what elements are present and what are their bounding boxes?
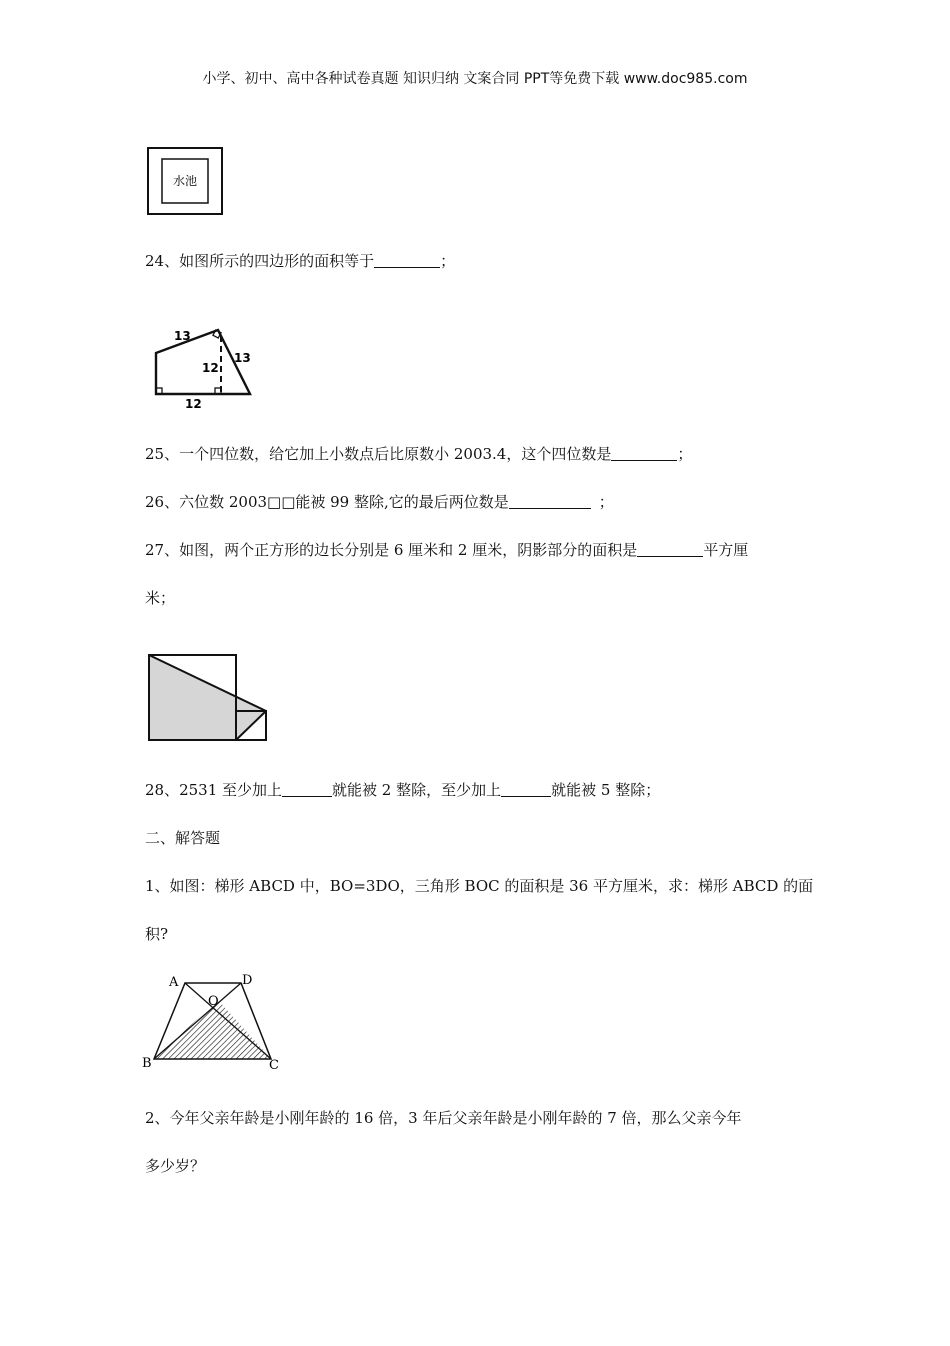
- question-27-line-1: [145, 539, 748, 560]
- question-28-part-2: 就能被 2 整除，至少加上: [332, 781, 502, 799]
- question-26-blank[interactable]: [509, 494, 591, 509]
- question-28-part-1: 28、2531 至少加上: [145, 781, 283, 799]
- problem-2-line-1: 2、今年父亲年龄是小刚年龄的 16 倍，3 年后父亲年龄是小刚年龄的 7 倍，那么父亲今年: [145, 1109, 742, 1127]
- question-24-text: 24、如图所示的四边形的面积等于: [145, 252, 375, 270]
- question-25-tail: ；: [677, 445, 693, 463]
- problem-1-line-2: 积?: [145, 925, 169, 943]
- problem-1-line-1: 1、如图：梯形 ABCD 中，BO=3DO，三角形 BOC 的面积是 36 平方厘米，求：梯形 ABCD 的面: [145, 877, 814, 895]
- problem-2-line-2: 多少岁？: [145, 1157, 206, 1175]
- page-header: 小学、初中、高中各种试卷真题 知识归纳 文案合同 PPT等免费下载 www.doc985.com: [202, 71, 748, 87]
- label-top-side: 13: [174, 329, 191, 343]
- question-25-text: 25、一个四位数，给它加上小数点后比原数小 2003.4，这个四位数是: [145, 445, 612, 463]
- pool-label: 水池: [172, 174, 198, 188]
- question-28-part-3: 就能被 5 整除；: [551, 781, 661, 799]
- question-25: [145, 443, 692, 464]
- pool-figure: [146, 146, 224, 216]
- question-24-tail: ；: [440, 252, 456, 270]
- question-28-blank-1[interactable]: [282, 782, 332, 797]
- question-26: [145, 491, 614, 512]
- label-height: 12: [202, 361, 219, 375]
- question-24: [145, 250, 455, 271]
- question-28-blank-2[interactable]: [501, 782, 551, 797]
- question-26-text: 26、六位数 2003□□能被 99 整除,它的最后两位数是: [145, 493, 509, 511]
- question-27-unit: 平方厘: [703, 541, 749, 559]
- question-27-blank[interactable]: [637, 542, 703, 557]
- point-label-o: O: [208, 994, 219, 1009]
- question-28: [145, 779, 660, 800]
- question-27-text: 27、如图，两个正方形的边长分别是 6 厘米和 2 厘米，阴影部分的面积是: [145, 541, 638, 559]
- vertex-label-b: B: [142, 1056, 152, 1071]
- label-bottom-side: 12: [185, 397, 202, 411]
- two-squares-figure: [146, 652, 270, 744]
- vertex-label-a: A: [169, 975, 179, 990]
- trapezoid-figure: [140, 968, 290, 1074]
- question-26-tail: ；: [598, 493, 614, 511]
- question-27-line-2: 米；: [145, 589, 176, 607]
- question-25-blank[interactable]: [611, 446, 677, 461]
- vertex-label-d: D: [242, 973, 253, 988]
- label-right-side: 13: [234, 351, 251, 365]
- vertex-label-c: C: [269, 1058, 279, 1073]
- question-24-blank[interactable]: [374, 253, 440, 268]
- quadrilateral-figure: [150, 322, 260, 412]
- section-heading: 二、解答题: [145, 829, 221, 847]
